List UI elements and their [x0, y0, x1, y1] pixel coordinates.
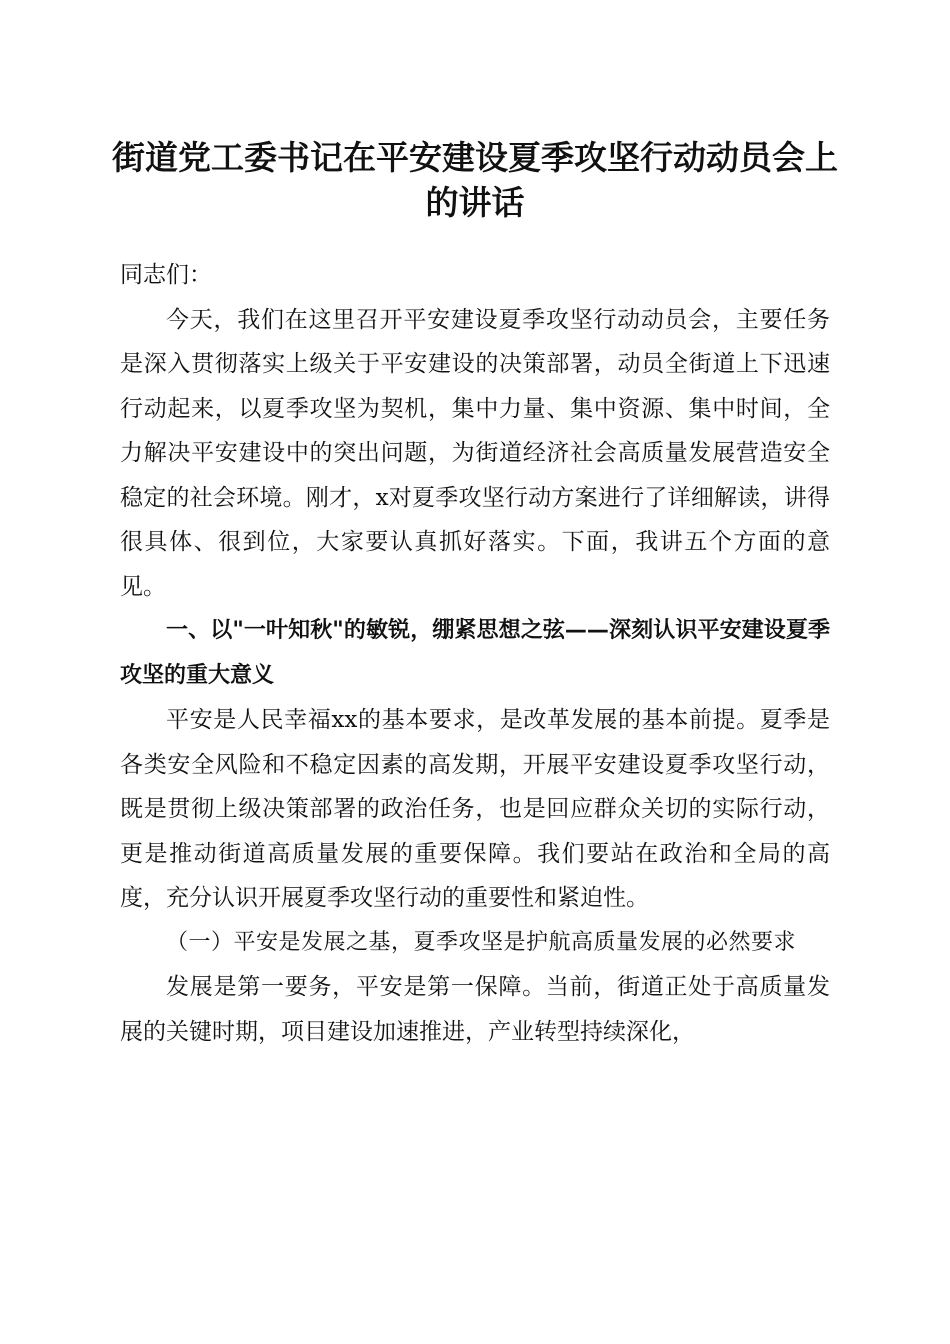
subsection-heading-1: （一）平安是发展之基，夏季攻坚是护航高质量发展的必然要求 [166, 929, 797, 955]
paragraph-section-1: 平安是人民幸福xx的基本要求，是改革发展的基本前提。夏季是各类安全风险和不稳定因素的高发期，开展平安建设夏季攻坚行动，既是贯彻上级决策部署的政治任务，也是回应群众关切的实际行动，更是推动街道高质量发展的重要保障。我们要站在政治和全局的高度，充分认识开展夏季攻坚行动的重要性和紧迫性。 [120, 707, 830, 911]
paragraph-subsection-1: 发展是第一要务，平安是第一保障。当前，街道正处于高质量发展的关键时期，项目建设加速推进，产业转型持续深化， [120, 974, 830, 1045]
section-heading-1: 一、以"一叶知秋"的敏锐，绷紧思想之弦——深刻认识平安建设夏季攻坚的重大意义 [120, 618, 830, 688]
salutation: 同志们： [120, 262, 212, 288]
document-body [120, 253, 830, 1054]
document-title: 街道党工委书记在平安建设夏季攻坚行动动员会上的讲话 [112, 138, 838, 222]
paragraph-intro: 今天，我们在这里召开平安建设夏季攻坚行动动员会，主要任务是深入贯彻落实上级关于平安建设的决策部署，动员全街道上下迅速行动起来，以夏季攻坚为契机，集中力量、集中资源、集中时间，全力解决平安建设中的突出问题，为街道经济社会高质量发展营造安全稳定的社会环境。刚才，x对夏季攻坚行动方案进行了详细解读，讲得很具体、很到位，大家要认真抓好落实。下面，我讲五个方面的意见。 [120, 306, 830, 600]
